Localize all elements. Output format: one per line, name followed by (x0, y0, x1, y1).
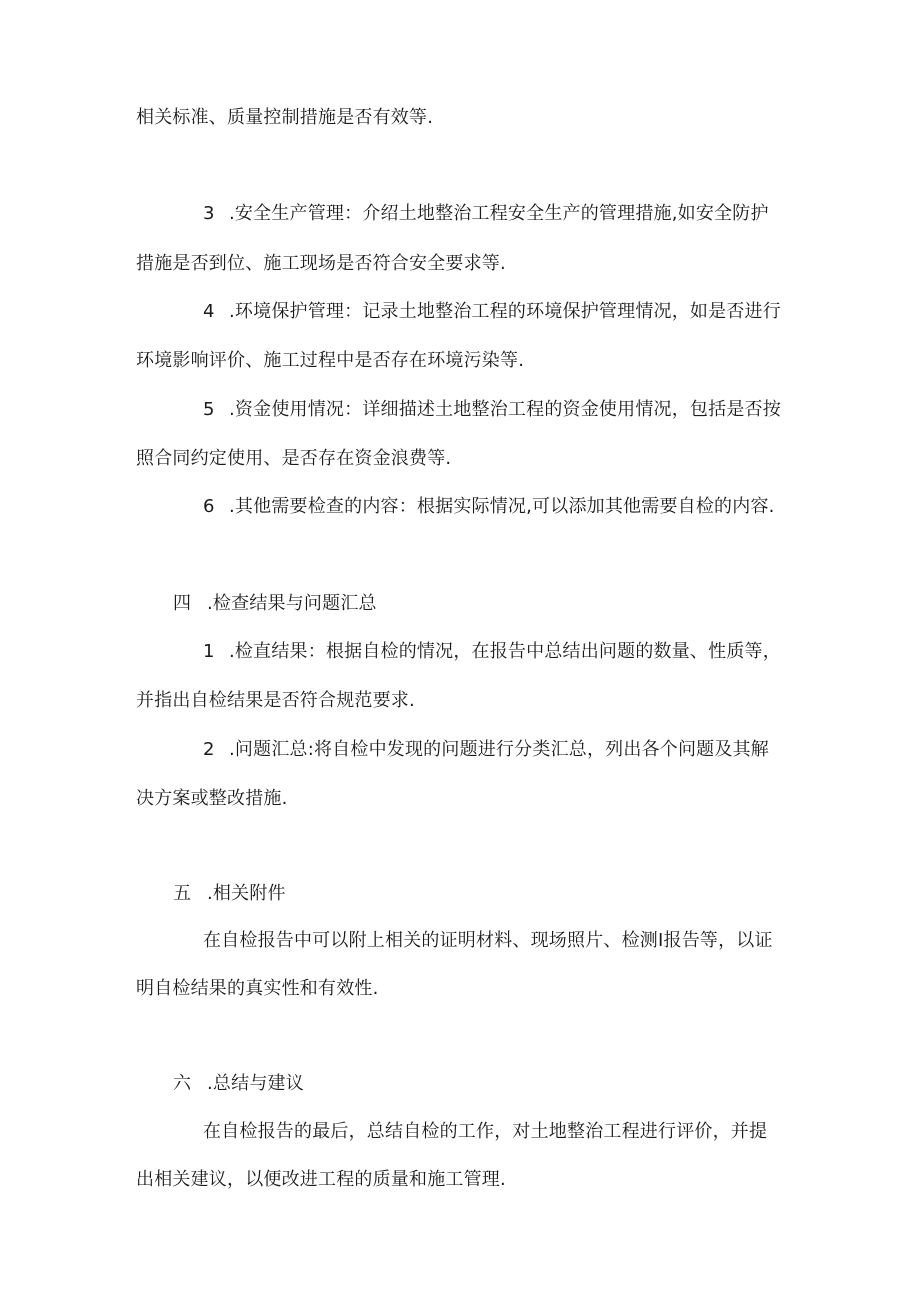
item-5-text: .资金使用情况：详细描述土地整治工程的资金使用情况，包括是否按 (229, 399, 781, 420)
section-4-item-1-text: .检直结果：根据自检的情况，在报告中总结出问题的数量、性质等， (229, 641, 781, 662)
section-5-heading (173, 882, 286, 906)
item-4-text: .环境保护管理：记录土地整治工程的环境保护管理情况，如是否进行 (229, 301, 781, 322)
section-4-title: .检查结果与问题汇总 (207, 593, 377, 614)
section-4-item-2-number: 2 (203, 739, 215, 760)
item-3-line2: 措施是否到位、施工现场是否符合安全要求等. (136, 253, 506, 274)
section-4-item-1-line2: 并指出自检结果是否符合规范要求. (136, 690, 415, 711)
section-6-number: 六 (173, 1073, 192, 1094)
item-4-line1 (203, 300, 781, 324)
item-6-line1 (203, 495, 775, 519)
item-3-text: .安全生产管理：介绍土地整治工程安全生产的管理措施,如安全防护 (229, 203, 769, 224)
section-4-item-2-line1 (203, 738, 769, 762)
item-6-text: .其他需要检查的内容：根据实际情况,可以添加其他需要自检的内容. (229, 496, 775, 517)
section-6-para-line1: 在自检报告的最后，总结自检的工作，对土地整治工程进行评价，并提 (203, 1121, 768, 1142)
continuation-text: 相关标准、质量控制措施是否有效等. (136, 107, 434, 128)
item-5-line2: 照合同约定使用、是否存在资金浪费等. (136, 448, 452, 469)
item-3-line1 (203, 202, 769, 226)
item-3-number: 3 (203, 203, 215, 224)
section-4-number: 四 (173, 593, 192, 614)
section-4-item-1-number: 1 (203, 641, 215, 662)
section-4-item-2-line2: 决方案或整改措施. (136, 788, 288, 809)
section-5-para-line2: 明自检结果的真实性和有效性. (136, 978, 379, 999)
item-5-number: 5 (203, 399, 215, 420)
section-4-item-1-line1 (203, 640, 781, 664)
item-4-line2: 环境影响评价、施工过程中是否存在环境污染等. (136, 350, 525, 371)
section-5-title: .相关附件 (207, 883, 286, 904)
section-4-item-2-text: .问题汇总:将自检中发现的问题进行分类汇总，列出各个问题及其解 (229, 739, 769, 760)
item-5-line1 (203, 398, 781, 422)
section-4-heading (173, 592, 377, 616)
item-4-number: 4 (203, 301, 215, 322)
section-6-title: .总结与建议 (207, 1073, 304, 1094)
section-6-heading (173, 1072, 304, 1096)
section-5-number: 五 (173, 883, 192, 904)
item-6-number: 6 (203, 496, 215, 517)
section-5-para-line1: 在自检报告中可以附上相关的证明材料、现场照片、检测I报告等，以证 (203, 930, 773, 951)
section-6-para-line2: 出相关建议，以便改进工程的质量和施工管理. (136, 1169, 506, 1190)
